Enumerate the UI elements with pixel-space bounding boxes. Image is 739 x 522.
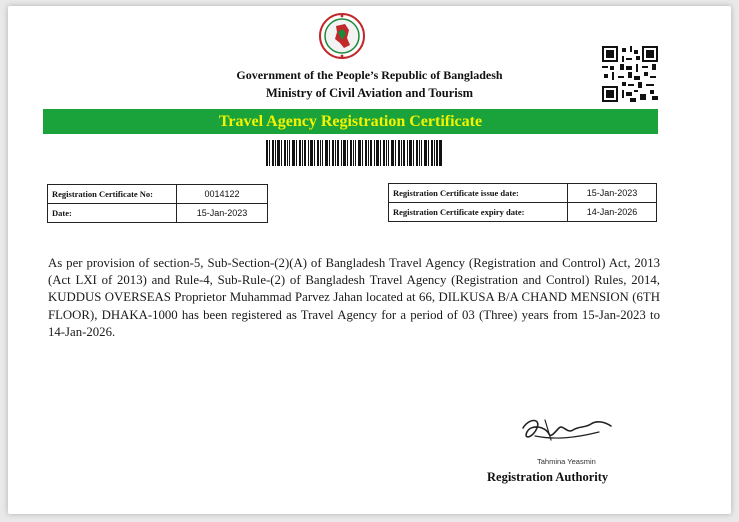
table-row (48, 185, 268, 204)
issue-date-label: Registration Certificate issue date: (389, 184, 568, 203)
signature-icon (515, 410, 625, 450)
table-row (389, 184, 657, 203)
registration-info-table (47, 184, 268, 223)
expiry-date-value: 14-Jan-2026 (568, 203, 657, 222)
certificate-dates-table (388, 183, 657, 222)
certificate-body-text: As per provision of section-5, Sub-Section-(2)(A) of Bangladesh Travel Agency (Registration and Control) Act, 2013 (Act LXI of 2013) and Rule-4, Sub-Rule-(2) of Bangladesh Travel Agency (Registration and Control) Rules, 2014, KUDDUS OVERSEAS Proprietor Muhammad Parvez Jahan located at 66, DILKUSA B/A CHAND MENSION (6TH FLOOR), DHAKA-1000 has been registered as Travel Agency for a period of 03 (Three) years from 15-Jan-2023 to 14-Jan-2026. (48, 256, 660, 339)
table-row (389, 203, 657, 222)
expiry-date-label: Registration Certificate expiry date: (389, 203, 568, 222)
government-title: Government of the People’s Republic of Bangladesh (236, 68, 503, 82)
government-emblem-icon (318, 12, 366, 60)
date-value: 15-Jan-2023 (177, 204, 268, 223)
ministry-title: Ministry of Civil Aviation and Tourism (265, 86, 474, 100)
certificate-title: Travel Agency Registration Certificate (218, 112, 483, 130)
issue-date-value: 15-Jan-2023 (568, 184, 657, 203)
date-label: Date: (48, 204, 177, 223)
signer-name: Tahmina Yeasmin (537, 457, 596, 466)
registration-no-value: 0014122 (177, 185, 268, 204)
barcode-icon (266, 140, 442, 166)
table-row (48, 204, 268, 223)
certificate-title-banner (43, 109, 658, 134)
registration-authority: Registration Authority (487, 470, 609, 484)
registration-no-label: Registration Certificate No: (48, 185, 177, 204)
